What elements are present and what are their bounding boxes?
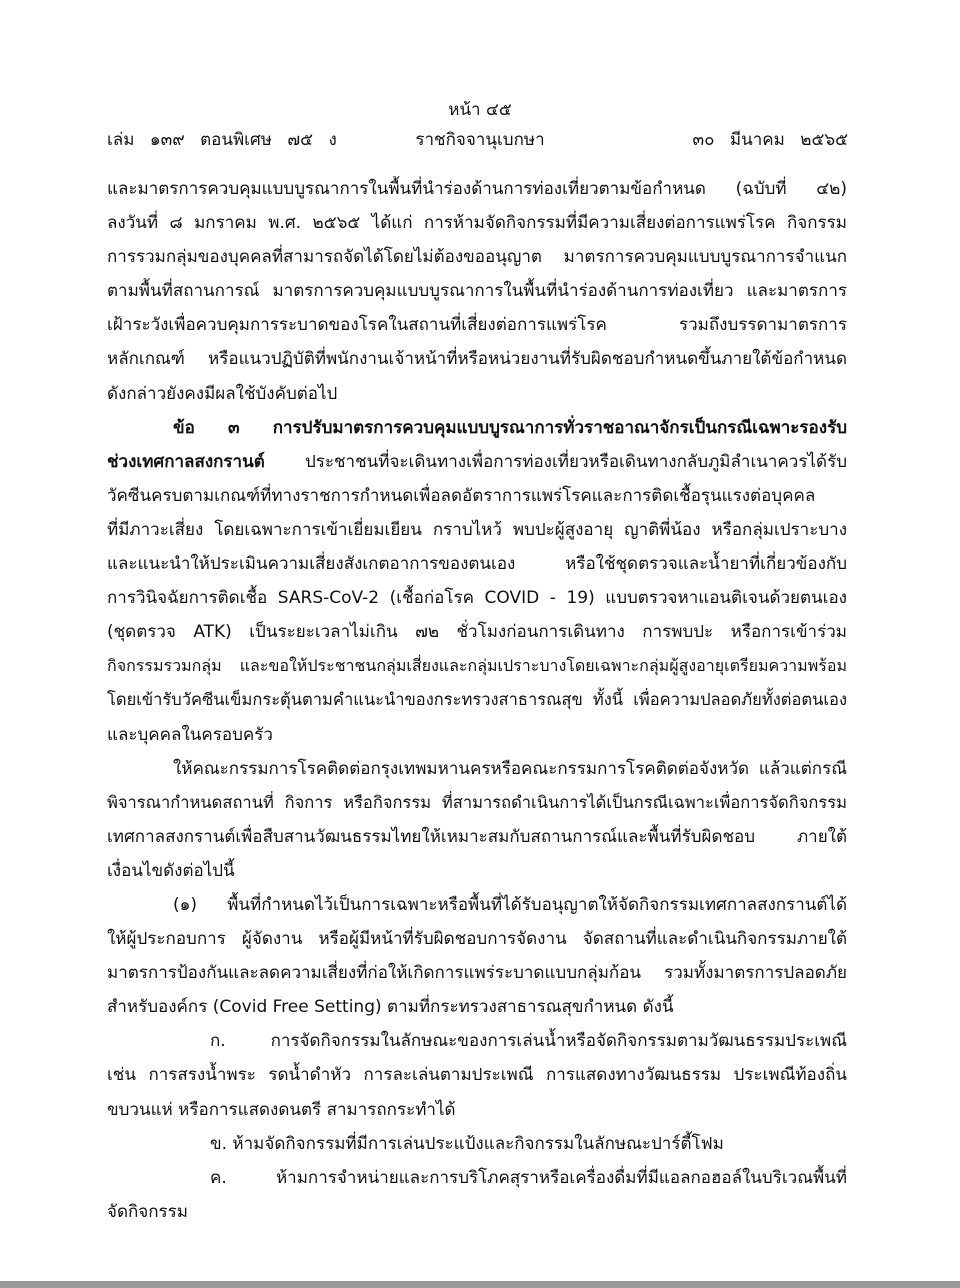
text-line: การรวมกลุ่มของบุคคลที่สามารถจัดได้โดยไม่ต้องขออนุญาต มาตรการควบคุมแบบบูรณาการจำแนก bbox=[107, 247, 847, 268]
text-span: ประชาชนที่จะเดินทางเพื่อการท่องเที่ยวหรือเดินทางกลับภูมิลำเนาควรได้รับ bbox=[304, 451, 847, 472]
gazette-title: ราชกิจจานุเบกษา bbox=[415, 130, 545, 150]
text-line: เงื่อนไขดังต่อไปนี้ bbox=[107, 860, 235, 881]
publish-date: ๓๐ มีนาคม ๒๕๖๕ bbox=[692, 130, 848, 150]
text-line: เฝ้าระวังเพื่อควบคุมการระบาดของโรคในสถานที่เสี่ยงต่อการแพร่โรค รวมถึงบรรดามาตรการ bbox=[107, 315, 847, 336]
text-line bbox=[107, 445, 847, 479]
text-line: ให้คณะกรรมการโรคติดต่อกรุงเทพมหานครหรือคณะกรรมการโรคติดต่อจังหวัด แล้วแต่กรณี bbox=[173, 758, 847, 779]
text-line: มาตรการป้องกันและลดความเสี่ยงที่ก่อให้เกิดการแพร่ระบาดแบบกลุ่มก้อน รวมทั้งมาตรการปลอดภัย bbox=[107, 963, 847, 984]
text-line: ขบวนแห่ หรือการแสดงดนตรี สามารถกระทำได้ bbox=[107, 1099, 456, 1120]
text-line: และมาตรการควบคุมแบบบูรณาการในพื้นที่นำร่องด้านการท่องเที่ยวตามข้อกำหนด (ฉบับที่ ๔๒) bbox=[107, 179, 847, 199]
item-1-line: (๑) พื้นที่กำหนดไว้เป็นการเฉพาะหรือพื้นที่ได้รับอนุญาตให้จัดกิจกรรมเทศกาลสงกรานต์ได้ bbox=[173, 894, 847, 915]
text-line: และแนะนำให้ประเมินความเสี่ยงสังเกตอาการของตนเอง หรือใช้ชุดตรวจและน้ำยาที่เกี่ยวข้องกับ bbox=[107, 554, 847, 575]
page-number: หน้า ๔๕ bbox=[448, 100, 512, 120]
text-line: จัดกิจกรรม bbox=[107, 1201, 189, 1222]
text-line: กิจกรรมรวมกลุ่ม และขอให้ประชาชนกลุ่มเสี่ยงและกลุ่มเปราะบางโดยเฉพาะกลุ่มผู้สูงอายุเตรียมความพร้อม bbox=[107, 656, 847, 676]
bottom-divider bbox=[0, 1281, 960, 1288]
text-line: เทศกาลสงกรานต์เพื่อสืบสานวัฒนธรรมไทยให้เหมาะสมกับสถานการณ์และพื้นที่รับผิดชอบ ภายใต้ bbox=[107, 826, 847, 847]
item-kho-line: ข. ห้ามจัดกิจกรรมที่มีการเล่นประแป้งและกิจกรรมในลักษณะปาร์ตี้โฟม bbox=[210, 1133, 724, 1154]
clause-3-heading: ข้อ ๓ การปรับมาตรการควบคุมแบบบูรณาการทั่วราชอาณาจักรเป็นกรณีเฉพาะรองรับ bbox=[173, 417, 847, 438]
text-line: ให้ผู้ประกอบการ ผู้จัดงาน หรือผู้มีหน้าที่รับผิดชอบการจัดงาน จัดสถานที่และดำเนินกิจกรรมภายใต้ bbox=[107, 929, 847, 950]
item-ko-line: ก. การจัดกิจกรรมในลักษณะของการเล่นน้ำหรือจัดกิจกรรมตามวัฒนธรรมประเพณี bbox=[210, 1031, 847, 1052]
clause-3-heading-end: ช่วงเทศกาลสงกรานต์ bbox=[107, 451, 265, 472]
item-kho2-line: ค. ห้ามการจำหน่ายและการบริโภคสุราหรือเครื่องดื่มที่มีแอลกอฮอล์ในบริเวณพื้นที่ bbox=[210, 1167, 847, 1188]
text-line: พิจารณากำหนดสถานที่ กิจการ หรือกิจกรรม ที่สามารถดำเนินการได้เป็นกรณีเฉพาะเพื่อการจัดกิจกรรม bbox=[107, 792, 847, 812]
volume-info: เล่ม ๑๓๙ ตอนพิเศษ ๗๕ ง bbox=[107, 130, 337, 150]
text-line: และบุคคลในครอบครัว bbox=[107, 724, 273, 745]
text-line: การวินิจฉัยการติดเชื้อ SARS-CoV-2 (เชื้อก่อโรค COVID - 19) แบบตรวจหาแอนติเจนด้วยตนเอง bbox=[107, 588, 847, 609]
text-line: ดังกล่าวยังคงมีผลใช้บังคับต่อไป bbox=[107, 383, 338, 404]
text-line: ที่มีภาวะเสี่ยง โดยเฉพาะการเข้าเยี่ยมเยียน กราบไหว้ พบปะผู้สูงอายุ ญาติพี่น้อง หรือกลุ่มเปราะบาง bbox=[107, 519, 847, 540]
text-line: หลักเกณฑ์ หรือแนวปฏิบัติที่พนักงานเจ้าหน้าที่หรือหน่วยงานที่รับผิดชอบกำหนดขึ้นภายใต้ข้อกำหนด bbox=[107, 349, 847, 370]
text-line: (ชุดตรวจ ATK) เป็นระยะเวลาไม่เกิน ๗๒ ชั่วโมงก่อนการเดินทาง การพบปะ หรือการเข้าร่วม bbox=[107, 622, 847, 643]
text-line: สำหรับองค์กร (Covid Free Setting) ตามที่กระทรวงสาธารณสุขกำหนด ดังนี้ bbox=[107, 997, 674, 1018]
text-line: เช่น การสรงน้ำพระ รดน้ำดำหัว การละเล่นตามประเพณี การแสดงทางวัฒนธรรม ประเพณีท้องถิ่น bbox=[107, 1065, 847, 1086]
document-body bbox=[107, 172, 847, 1229]
text-line: โดยเข้ารับวัคซีนเข็มกระตุ้นตามคำแนะนำของกระทรวงสาธารณสุข ทั้งนี้ เพื่อความปลอดภัยทั้งต่อตนเอง bbox=[107, 690, 847, 710]
text-line: ตามพื้นที่สถานการณ์ มาตรการควบคุมแบบบูรณาการในพื้นที่นำร่องด้านการท่องเที่ยว และมาตรการ bbox=[107, 281, 847, 302]
text-line: ลงวันที่ ๘ มกราคม พ.ศ. ๒๕๖๕ ได้แก่ การห้ามจัดกิจกรรมที่มีความเสี่ยงต่อการแพร่โรค กิจกรรม bbox=[107, 213, 847, 234]
text-line: วัคซีนครบตามเกณฑ์ที่ทางราชการกำหนดเพื่อลดอัตราการแพร่โรคและการติดเชื้อรุนแรงต่อบุคคล bbox=[107, 485, 816, 506]
